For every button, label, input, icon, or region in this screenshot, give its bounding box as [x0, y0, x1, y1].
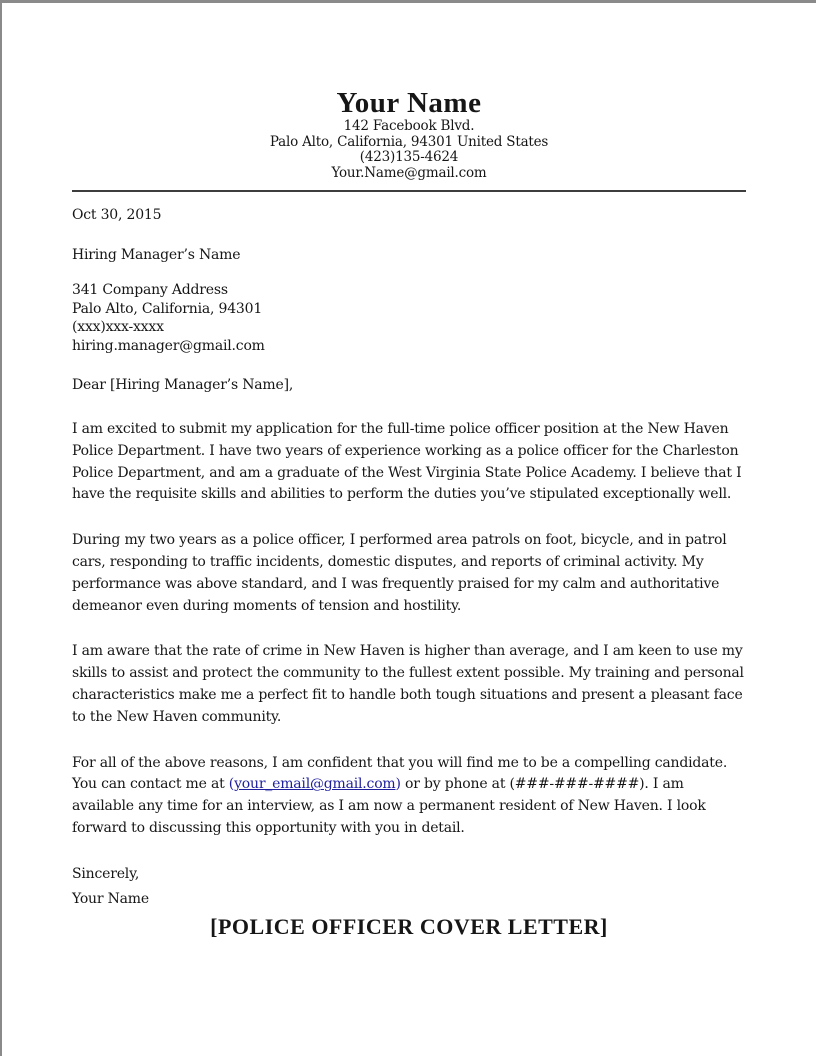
recipient-address-line1: 341 Company Address [72, 282, 228, 298]
recipient-address-line2: Palo Alto, California, 94301 [72, 300, 263, 317]
body-paragraph-3: I am aware that the rate of crime in New Haven is higher than average, and I am keen to use my skills to assist and protect the community to the fullest extent possible. My training and personal characteristics make me a perfect fit to handle both tough situations and present a pleasant face to the New Haven community. [72, 643, 744, 725]
sender-phone: (423)135-4624 [359, 149, 459, 165]
recipient-email: hiring.manager@gmail.com [72, 337, 265, 354]
letterhead-divider [72, 190, 746, 192]
closing-text-after-link: or by phone at (###-###-####). I am available any time for an interview, as I am now a permanent resident of New Haven. I look forward to discussing this opportunity with you in detail. [72, 776, 706, 836]
recipient-name: Hiring Manager’s Name [72, 247, 241, 263]
signoff-closing: Sincerely, [72, 865, 140, 882]
salutation: Dear [Hiring Manager’s Name], [72, 377, 294, 393]
signoff-block [72, 862, 746, 912]
sender-address-line2: Palo Alto, California, 94301 United States [269, 133, 549, 150]
link-open-paren: ( [228, 776, 235, 793]
body-paragraph-2: During my two years as a police officer, I performed area patrols on foot, bicycle, and in patrol cars, responding to traffic incidents, domestic disputes, and reports of criminal activity. My performance was above standard, and I was frequently praised for my calm and authoritative demeanor even during moments of tension and hostility. [72, 532, 727, 614]
sender-name: Your Name [336, 87, 482, 119]
recipient-phone: (xxx)xxx-xxxx [72, 319, 164, 335]
signoff-name: Your Name [72, 890, 149, 907]
closing-paragraph [72, 753, 746, 840]
closing-text-before-link: For all of the above reasons, I am confident that you will find me to be a compelling candidate. You can contact me at [72, 754, 728, 793]
email-link[interactable]: your_email@gmail.com [234, 776, 396, 793]
sender-address-line1: 142 Facebook Blvd. [343, 118, 475, 134]
sender-email: Your.Name@gmail.com [331, 164, 487, 181]
letterhead [72, 87, 746, 192]
letter-date: Oct 30, 2015 [72, 207, 162, 223]
body-paragraph-1: I am excited to submit my application for the full-time police officer position at the New Haven Police Department. I have two years of experience working as a police officer for the Charleston Police Department, and am a graduate of the West Virginia State Police Academy. I believe that I have the requisite skills and abilities to perform the duties you’ve stipulated exceptionally well. [72, 421, 742, 503]
link-close-paren: ) [395, 776, 401, 793]
document-title: [POLICE OFFICER COVER LETTER] [210, 913, 608, 939]
recipient-address-block [72, 281, 746, 355]
